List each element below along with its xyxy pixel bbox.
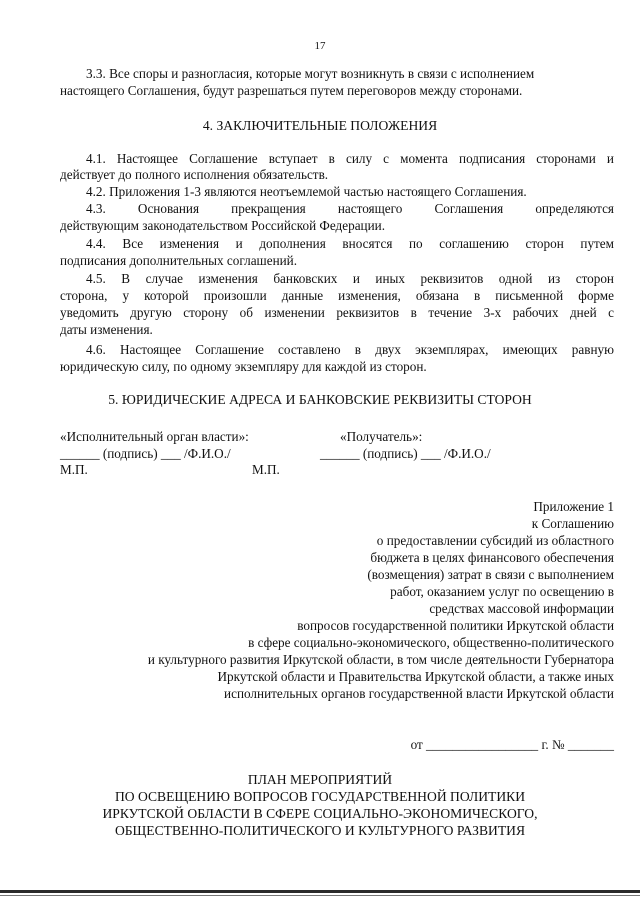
plan-subtitle-line-2: ИРКУТСКОЙ ОБЛАСТИ В СФЕРЕ СОЦИАЛЬНО-ЭКОНОМИЧЕСКОГО, — [102, 806, 538, 821]
right-signature-line: ______ (подпись) ___ /Ф.И.О./ — [320, 446, 491, 461]
appendix-date-number-line: от _________________ г. № _______ — [410, 737, 614, 752]
appendix-line: бюджета в целях финансового обеспечения — [370, 550, 614, 565]
stamp-place-right: М.П. — [252, 462, 280, 477]
appendix-line: и культурного развития Иркутской области, в том числе деятельности Губернатора — [147, 652, 614, 667]
appendix-line: работ, оказанием услуг по освещению в — [390, 584, 614, 599]
appendix-line: о предоставлении субсидий из областного — [376, 533, 614, 548]
clause-4-6-line-1: 4.6. Настоящее Соглашение составлено в двух экземплярах, имеющих равную — [86, 342, 614, 357]
appendix-line: исполнительных органов государственной власти Иркутской области — [224, 686, 614, 701]
plan-subtitle-line-1: ПО ОСВЕЩЕНИЮ ВОПРОСОВ ГОСУДАРСТВЕННОЙ ПОЛИТИКИ — [114, 789, 526, 804]
section-5-title: 5. ЮРИДИЧЕСКИЕ АДРЕСА И БАНКОВСКИЕ РЕКВИЗИТЫ СТОРОН — [108, 392, 532, 407]
appendix-line: (возмещения) затрат в связи с выполнением — [367, 567, 614, 582]
appendix-line: вопросов государственной политики Иркутской области — [297, 618, 614, 633]
clause-4-4-line-1: 4.4. Все изменения и дополнения вносятся по соглашению сторон путем — [86, 236, 614, 251]
appendix-line: в сфере социально-экономического, общественно-политического — [248, 635, 614, 650]
appendix-number: Приложение 1 — [533, 499, 614, 514]
plan-subtitle-line-3: ОБЩЕСТВЕННО-ПОЛИТИЧЕСКОГО И КУЛЬТУРНОГО РАЗВИТИЯ — [114, 823, 526, 838]
clause-4-2: 4.2. Приложения 1-3 являются неотъемлемой частью настоящего Соглашения. — [86, 184, 527, 199]
plan-title: ПЛАН МЕРОПРИЯТИЙ — [247, 772, 393, 787]
page-number: 17 — [314, 40, 326, 52]
clause-4-4-line-2: подписания дополнительных соглашений. — [60, 253, 298, 268]
clause-4-3-line-1: 4.3. Основания прекращения настоящего Соглашения определяются — [86, 201, 614, 216]
clause-4-3-line-2: действующим законодательством Российской Федерации. — [60, 218, 386, 233]
clause-4-1-line-1: 4.1. Настоящее Соглашение вступает в силу с момента подписания сторонами и — [86, 151, 614, 166]
right-party-label: «Получатель»: — [340, 429, 423, 444]
clause-3-3-line-2: настоящего Соглашения, будут разрешаться путем переговоров между сторонами. — [60, 83, 523, 98]
left-signature-line: ______ (подпись) ___ /Ф.И.О./ — [60, 446, 231, 461]
clause-4-5-line-2: сторона, у которой произошли данные изменения, обязана в письменной форме — [60, 288, 614, 303]
clause-4-5-line-3: уведомить другую сторону об изменении реквизитов в течение 3-х рабочих дней с — [60, 305, 614, 320]
appendix-line: к Соглашению — [531, 516, 614, 531]
section-4-title: 4. ЗАКЛЮЧИТЕЛЬНЫЕ ПОЛОЖЕНИЯ — [202, 118, 438, 133]
clause-4-5-line-1: 4.5. В случае изменения банковских и иных реквизитов одной из сторон — [86, 271, 614, 286]
appendix-line: Иркутской области и Правительства Иркутской области, а также иных — [217, 669, 614, 684]
scan-edge-shadow — [0, 895, 640, 896]
scan-edge-line — [0, 890, 640, 893]
stamp-place-left: М.П. — [60, 462, 88, 477]
appendix-line: средствах массовой информации — [429, 601, 614, 616]
clause-4-5-line-4: даты изменения. — [60, 322, 153, 337]
clause-3-3-line-1: 3.3. Все споры и разногласия, которые могут возникнуть в связи с исполнением — [86, 66, 535, 81]
left-party-label: «Исполнительный орган власти»: — [60, 429, 249, 444]
clause-4-6-line-2: юридическую силу, по одному экземпляру для каждой из сторон. — [60, 359, 427, 374]
clause-4-1-line-2: действует до полного исполнения обязательств. — [60, 167, 329, 182]
